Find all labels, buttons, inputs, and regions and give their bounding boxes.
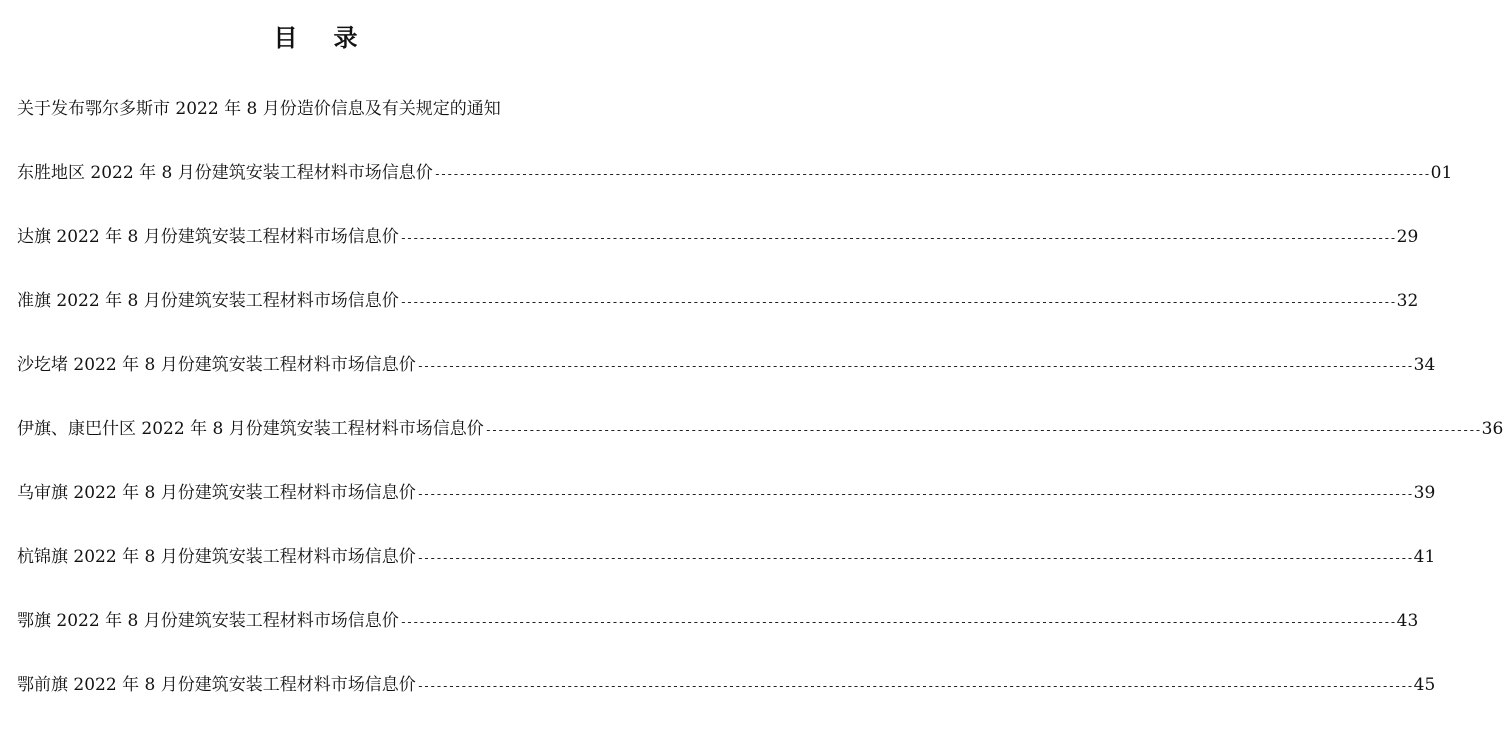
toc-leader: ---------------------------------------------------------------------------------------------------------------------------------------------------------------- [399, 295, 1396, 309]
toc-leader: ---------------------------------------------------------------------------------------------------------------------------------------------------------------- [433, 167, 1430, 181]
toc-leader: ---------------------------------------------------------------------------------------------------------------------------------------------------------------- [416, 359, 1413, 373]
toc-leader: ---------------------------------------------------------------------------------------------------------------------------------------------------------------- [399, 231, 1396, 245]
toc-entry-page: 01 [1430, 163, 1453, 183]
page-title [0, 22, 631, 54]
toc-entry-label: 沙圪堵 2022 年 8 月份建筑安装工程材料市场信息价 [17, 355, 416, 375]
page-title-char-2: 录 [333, 23, 358, 52]
toc-entry[interactable] [17, 224, 1419, 288]
toc-entry-label: 伊旗、康巴什区 2022 年 8 月份建筑安装工程材料市场信息价 [17, 419, 484, 439]
toc-leader: ---------------------------------------------------------------------------------------------------------------------------------------------------------------- [399, 615, 1396, 629]
toc-entry[interactable] [17, 352, 1436, 416]
toc-entry-page: 41 [1413, 547, 1436, 567]
toc-entry[interactable] [17, 416, 1503, 480]
toc-entry-label: 达旗 2022 年 8 月份建筑安装工程材料市场信息价 [17, 227, 399, 247]
intro-notice: 关于发布鄂尔多斯市 2022 年 8 月份造价信息及有关规定的通知 [17, 99, 501, 119]
toc-entry[interactable] [17, 608, 1419, 672]
toc-entry[interactable] [17, 672, 1436, 736]
toc-entry-label: 杭锦旗 2022 年 8 月份建筑安装工程材料市场信息价 [17, 547, 416, 567]
toc-leader: ---------------------------------------------------------------------------------------------------------------------------------------------------------------- [416, 487, 1413, 501]
toc-entry-page: 39 [1413, 483, 1436, 503]
toc-entry-label: 乌审旗 2022 年 8 月份建筑安装工程材料市场信息价 [17, 483, 416, 503]
toc-entry-label: 准旗 2022 年 8 月份建筑安装工程材料市场信息价 [17, 291, 399, 311]
toc-entry-page: 36 [1481, 419, 1503, 439]
toc-entry-page: 43 [1396, 611, 1419, 631]
toc-entry-label: 东胜地区 2022 年 8 月份建筑安装工程材料市场信息价 [17, 163, 433, 183]
toc-entry-label: 鄂前旗 2022 年 8 月份建筑安装工程材料市场信息价 [17, 675, 416, 695]
toc-entry[interactable] [17, 480, 1436, 544]
toc-entry[interactable] [17, 288, 1419, 352]
toc-entry-page: 45 [1413, 675, 1436, 695]
toc-entry[interactable] [17, 544, 1436, 608]
toc-entry-page: 32 [1396, 291, 1419, 311]
toc-leader: ---------------------------------------------------------------------------------------------------------------------------------------------------------------- [416, 679, 1413, 693]
toc-leader: ---------------------------------------------------------------------------------------------------------------------------------------------------------------- [416, 551, 1413, 565]
table-of-contents [17, 160, 1503, 736]
toc-entry-label: 鄂旗 2022 年 8 月份建筑安装工程材料市场信息价 [17, 611, 399, 631]
toc-entry-page: 34 [1413, 355, 1436, 375]
toc-leader: ---------------------------------------------------------------------------------------------------------------------------------------------------------------- [484, 423, 1481, 437]
page-title-char-1: 目 [273, 23, 298, 52]
toc-entry-page: 29 [1396, 227, 1419, 247]
toc-entry[interactable] [17, 160, 1453, 224]
